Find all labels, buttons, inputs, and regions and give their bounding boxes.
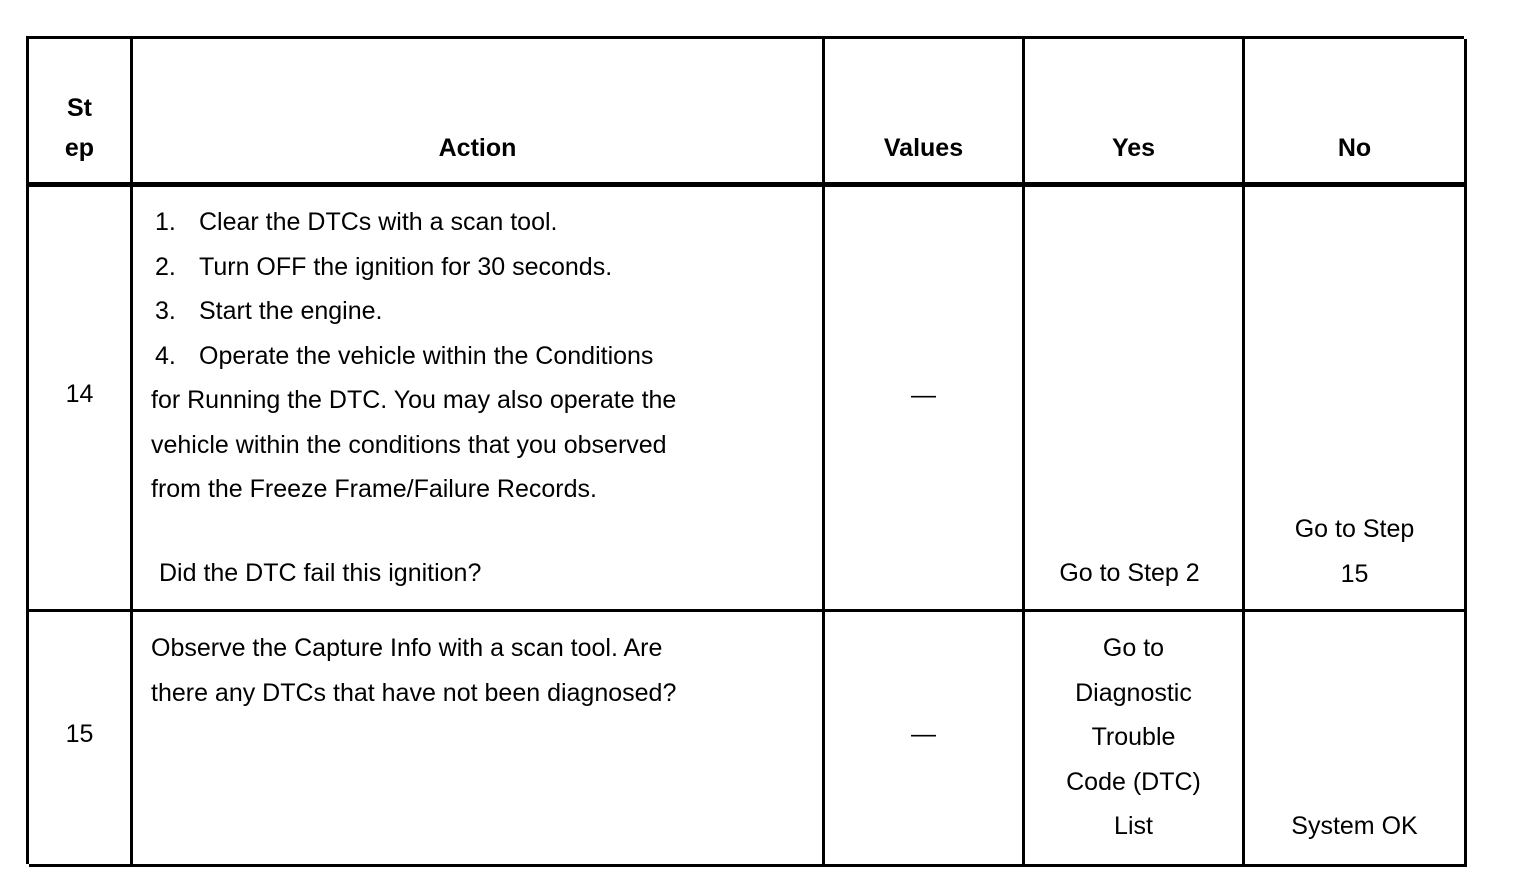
values-dash: — — [911, 720, 936, 748]
no-result-line2: 15 — [1340, 559, 1369, 588]
action-list-item — [151, 334, 822, 379]
action-list-item — [151, 200, 822, 245]
yes-result: Go to Step 2 — [1059, 559, 1200, 587]
header-values — [825, 39, 1025, 187]
row-14-no — [1245, 187, 1467, 612]
action-continuation-line: for Running the DTC. You may also operate the — [151, 386, 677, 414]
yes-result-line: List — [1114, 812, 1153, 840]
header-no — [1245, 39, 1467, 187]
header-yes — [1025, 39, 1245, 187]
yes-result-line: Code (DTC) — [1066, 767, 1201, 796]
row-15-values — [825, 612, 1025, 867]
row-15-no — [1245, 612, 1467, 867]
yes-result-line: Trouble — [1091, 723, 1176, 751]
action-continuation-line: from the Freeze Frame/Failure Records. — [151, 475, 597, 503]
diagnostic-table — [26, 36, 1464, 864]
action-continuation-line: vehicle within the conditions that you observed — [151, 430, 667, 459]
action-item-text: Start the engine. — [199, 297, 383, 325]
action-item-text: Turn OFF the ignition for 30 seconds. — [199, 252, 613, 281]
values-dash: — — [911, 381, 936, 409]
yes-result-line: Go to — [1102, 634, 1165, 662]
action-item-number: 3. — [155, 297, 176, 325]
action-question: Did the DTC fail this ignition? — [159, 559, 482, 587]
action-line: there any DTCs that have not been diagnosed? — [151, 678, 677, 707]
header-action — [133, 39, 825, 187]
step-number: 14 — [65, 380, 94, 408]
row-14-step — [29, 187, 133, 612]
action-item-number: 2. — [155, 252, 176, 281]
action-list-item — [151, 245, 822, 290]
action-item-number: 4. — [155, 341, 176, 370]
action-item-text: Clear the DTCs with a scan tool. — [199, 208, 558, 236]
yes-result — [1025, 626, 1242, 849]
row-14-yes — [1025, 187, 1245, 612]
action-list-item — [151, 289, 822, 334]
row-14-action — [133, 187, 825, 612]
step-number: 15 — [65, 720, 94, 748]
row-15-action — [133, 612, 825, 867]
header-action-label: Action — [438, 134, 517, 162]
no-result — [1245, 507, 1464, 596]
row-15-yes — [1025, 612, 1245, 867]
no-result-line1: Go to Step — [1294, 515, 1415, 543]
header-values-label: Values — [883, 134, 964, 162]
yes-result-line: Diagnostic — [1075, 678, 1192, 707]
action-line: Observe the Capture Info with a scan tool. Are — [151, 634, 663, 662]
header-yes-label: Yes — [1111, 134, 1156, 162]
row-14-values — [825, 187, 1025, 612]
header-step — [29, 39, 133, 187]
header-no-label: No — [1337, 134, 1372, 162]
action-item-number: 1. — [155, 208, 176, 236]
no-result: System OK — [1291, 812, 1418, 840]
header-step-line2: ep — [64, 134, 95, 162]
header-step-line1: St — [67, 94, 92, 122]
action-item-text: Operate the vehicle within the Conditions — [199, 341, 654, 370]
row-15-step — [29, 612, 133, 867]
